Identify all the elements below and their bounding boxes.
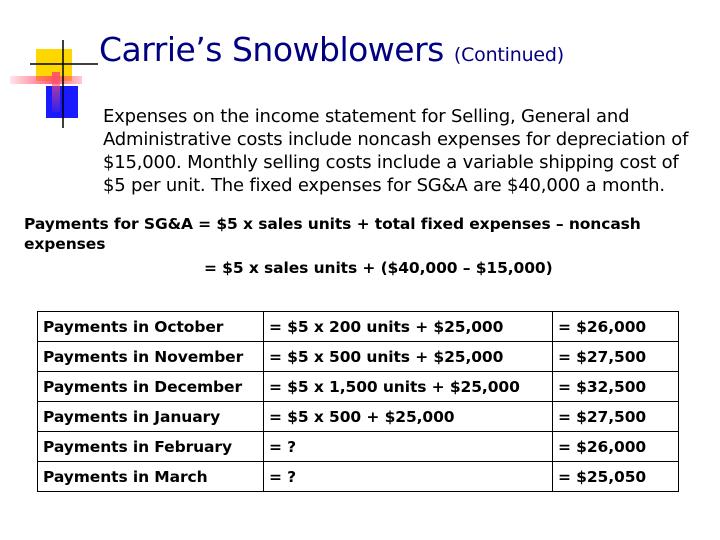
formula-line-3: = $5 x sales units + ($40,000 – $15,000): [204, 259, 553, 277]
payment-month-cell: Payments in February: [38, 432, 264, 462]
payment-month-cell: Payments in November: [38, 342, 264, 372]
payment-result-cell: = $26,000: [553, 432, 679, 462]
body-line: $15,000. Monthly selling costs include a variable shipping cost of: [103, 152, 679, 173]
sga-formula: [24, 214, 704, 278]
payment-month-cell: Payments in January: [38, 402, 264, 432]
body-line: Expenses on the income statement for Selling, General and: [103, 106, 630, 127]
payment-month-cell: Payments in December: [38, 372, 264, 402]
slide-title: [99, 30, 564, 69]
payment-calculation-cell: = $5 x 500 + $25,000: [264, 402, 553, 432]
body-paragraph: [103, 105, 703, 197]
table-row: [38, 312, 679, 342]
title-subtitle: (Continued): [453, 44, 564, 66]
payment-result-cell: = $27,500: [553, 402, 679, 432]
body-line: $5 per unit. The fixed expenses for SG&A are $40,000 a month.: [103, 175, 665, 196]
payment-calculation-cell: = ?: [264, 432, 553, 462]
payment-result-cell: = $25,050: [553, 462, 679, 492]
body-line: Administrative costs include noncash expenses for depreciation of: [103, 129, 689, 150]
table-row: [38, 372, 679, 402]
payment-calculation-cell: = $5 x 1,500 units + $25,000: [264, 372, 553, 402]
title-main: Carrie’s Snowblowers: [99, 30, 444, 69]
payment-month-cell: Payments in October: [38, 312, 264, 342]
formula-line-1: Payments for SG&A = $5 x sales units + total fixed expenses – noncash: [24, 215, 641, 233]
payment-calculation-cell: = $5 x 500 units + $25,000: [264, 342, 553, 372]
table-row: [38, 432, 679, 462]
table-row: [38, 402, 679, 432]
formula-line-2: expenses: [24, 235, 106, 253]
table-row: [38, 342, 679, 372]
payment-calculation-cell: = ?: [264, 462, 553, 492]
payment-month-cell: Payments in March: [38, 462, 264, 492]
slide-logo-icon: [0, 0, 110, 130]
payment-calculation-cell: = $5 x 200 units + $25,000: [264, 312, 553, 342]
payment-result-cell: = $26,000: [553, 312, 679, 342]
payments-table: [37, 311, 679, 492]
payment-result-cell: = $32,500: [553, 372, 679, 402]
payment-result-cell: = $27,500: [553, 342, 679, 372]
table-row: [38, 462, 679, 492]
